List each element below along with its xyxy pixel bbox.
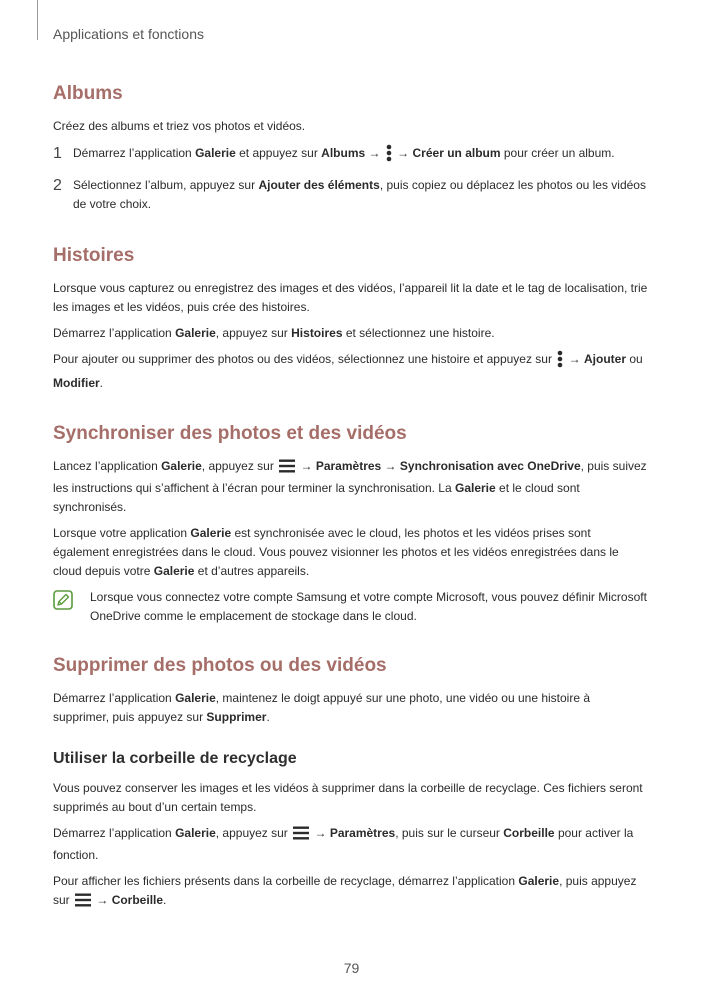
sync-note [53, 588, 649, 626]
more-options-icon [557, 350, 563, 374]
albums-step-2 [53, 176, 649, 214]
menu-icon [293, 826, 309, 846]
section-title-albums: Albums [53, 83, 123, 104]
albums-steps [53, 144, 649, 214]
note-pencil-icon [53, 590, 73, 610]
subsection-title-corbeille: Utiliser la corbeille de recyclage [53, 750, 297, 767]
histoires-paragraph-3: Pour ajouter ou supprimer des photos ou des vidéos, sélectionnez une histoire et appuyez sur → Ajouter ou Modifier. [53, 352, 643, 390]
more-options-icon [386, 144, 392, 168]
supprimer-paragraph-1: Démarrez l’application Galerie, maintenez le doigt appuyé sur une photo, une vidéo ou une histoire à supprimer, puis appuyez sur Supprimer. [53, 691, 591, 724]
note-text: Lorsque vous connectez votre compte Samsung et votre compte Microsoft, vous pouvez définir Microsoft OneDrive comme le emplacement de stockage dans le cloud. [90, 590, 647, 623]
step-text: Démarrez l’application Galerie et appuyez sur Albums → → Créer un album pour créer un album. [73, 144, 649, 168]
sync-paragraph-1: Lancez l’application Galerie, appuyez sur → Paramètres → Synchronisation avec OneDrive, puis suivez les instructions qui s’affichent à l’écran pour terminer la synchronisation. La Galerie et le cloud sont synchronisés. [53, 459, 647, 514]
step-text: Sélectionnez l’album, appuyez sur Ajouter des éléments, puis copiez ou déplacez les photos ou les vidéos de votre choix. [73, 178, 646, 211]
page-number: 79 [343, 960, 360, 976]
section-title-supprimer: Supprimer des photos ou des vidéos [53, 655, 387, 676]
header-rule [37, 0, 38, 40]
albums-intro: Créez des albums et triez vos photos et vidéos. [53, 119, 306, 133]
page-header: Applications et fonctions [53, 26, 204, 42]
corbeille-paragraph-3: Pour afficher les fichiers présents dans la corbeille de recyclage, démarrez l’application Galerie, puis appuyez sur → Corbeille. [53, 872, 649, 913]
histoires-paragraph-1: Lorsque vous capturez ou enregistrez des images et des vidéos, l’appareil lit la date et le tag de localisation, trie les images et les vidéos, puis crée des histoires. [53, 281, 648, 314]
section-title-histoires: Histoires [53, 245, 135, 266]
step-number: 2 [53, 177, 62, 194]
corbeille-paragraph-1: Vous pouvez conserver les images et les vidéos à supprimer dans la corbeille de recyclage. Ces fichiers seront supprimés au bout d’un certain temps. [53, 781, 643, 814]
sync-paragraph-2: Lorsque votre application Galerie est synchronisée avec le cloud, les photos et les vidéos prises sont également enregistrées dans le cloud. Vous pouvez visionner les photos et les vidéos enregistrées dans le cloud depuis votre Galerie et d’autres appareils. [53, 526, 619, 578]
page-content [53, 82, 649, 920]
albums-step-1 [53, 144, 649, 168]
menu-icon [279, 459, 295, 479]
corbeille-paragraph-2: Démarrez l’application Galerie, appuyez sur → Paramètres, puis sur le curseur Corbeille pour activer la fonction. [53, 826, 634, 862]
histoires-paragraph-2: Démarrez l’application Galerie, appuyez sur Histoires et sélectionnez une histoire. [53, 326, 495, 340]
menu-icon [75, 893, 91, 913]
step-number: 1 [53, 145, 62, 162]
section-title-sync: Synchroniser des photos et des vidéos [53, 423, 407, 444]
